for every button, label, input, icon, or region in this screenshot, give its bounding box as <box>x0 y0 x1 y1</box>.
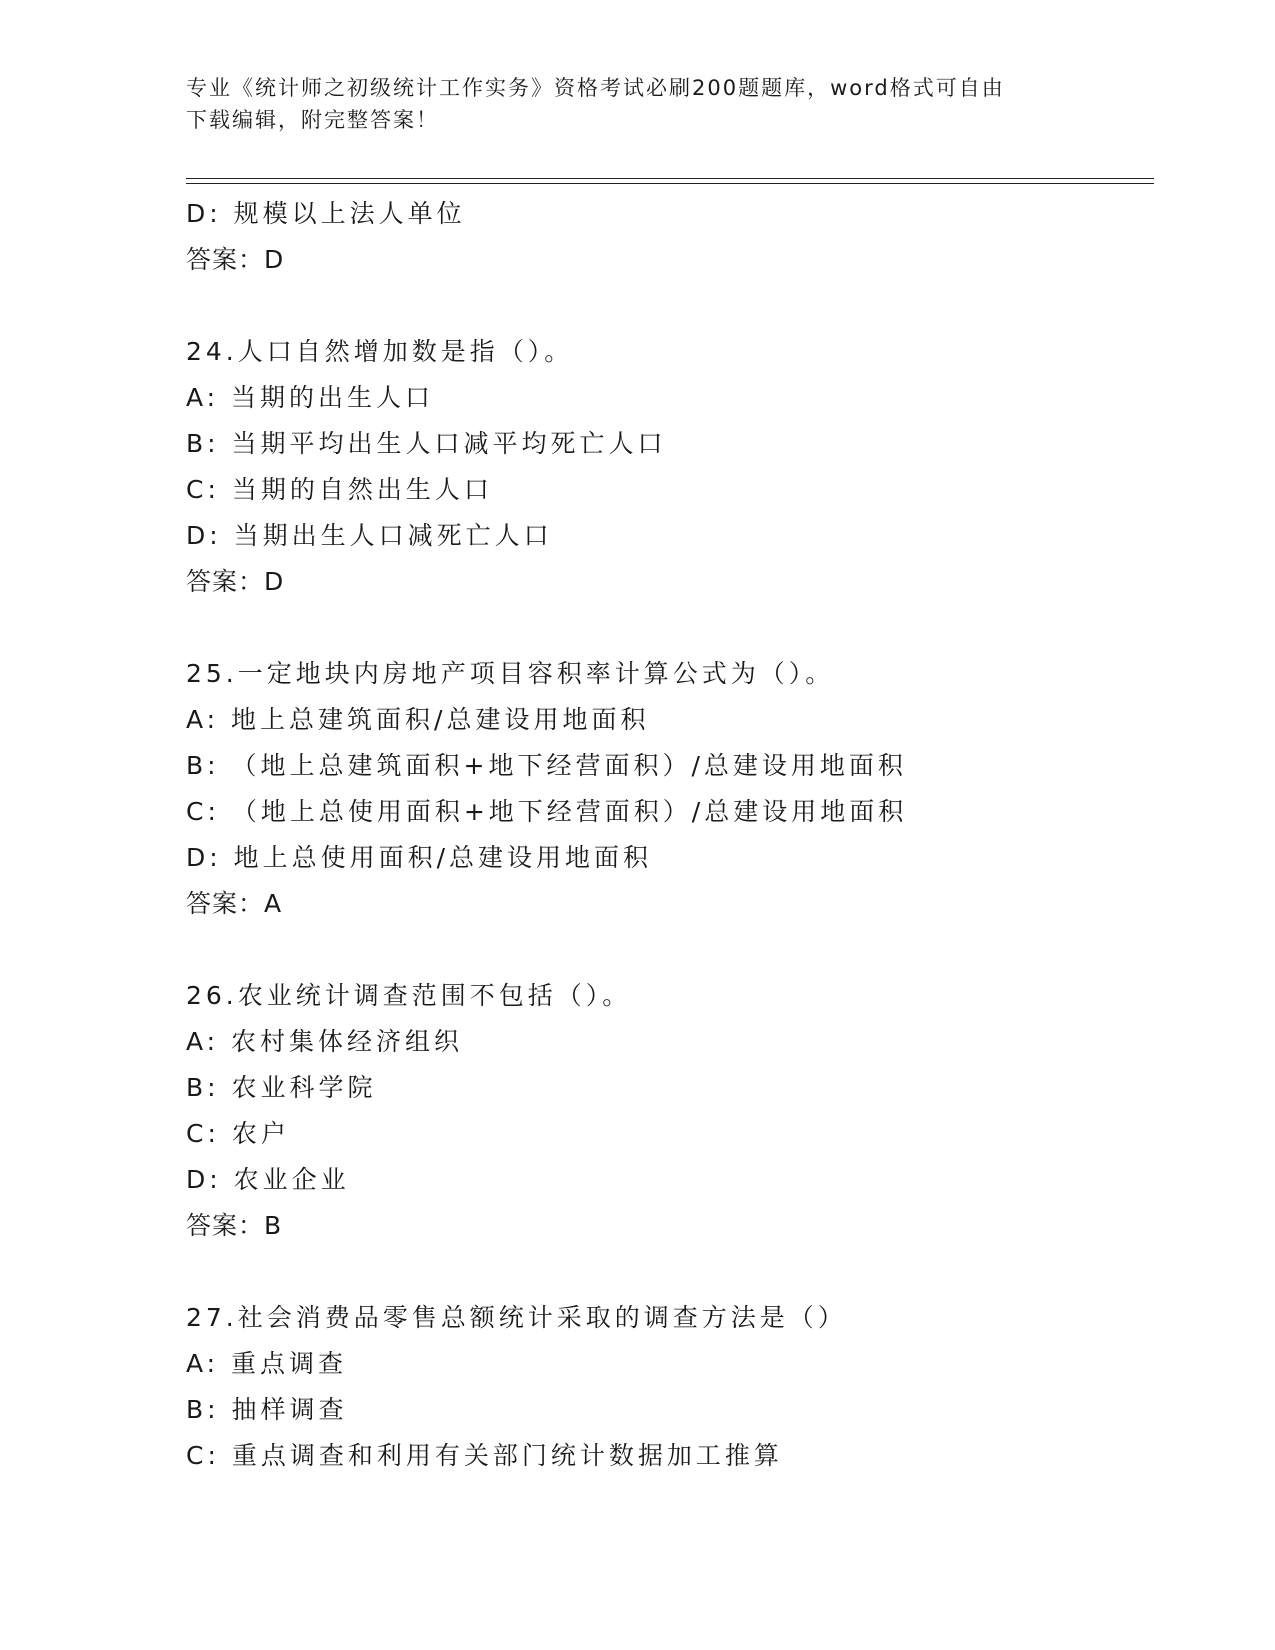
document-header <box>186 72 1086 136</box>
answer: 答案：A <box>186 889 283 918</box>
option-a: A: 农村集体经济组织 <box>186 1027 464 1056</box>
question-24 <box>186 329 1154 605</box>
header-line-2: 下载编辑，附完整答案！ <box>186 108 439 132</box>
option-c: C: 农户 <box>186 1119 290 1148</box>
option-a: A: 重点调查 <box>186 1349 348 1378</box>
question-26 <box>186 973 1154 1249</box>
option-c: C: 重点调查和利用有关部门统计数据加工推算 <box>186 1441 783 1470</box>
option-c: C: 当期的自然出生人口 <box>186 475 493 504</box>
option-b: B: 农业科学院 <box>186 1073 377 1102</box>
option-d: D: 地上总使用面积/总建设用地面积 <box>186 843 653 872</box>
question-stem: 25.一定地块内房地产项目容积率计算公式为（）。 <box>186 659 835 688</box>
header-divider-bottom <box>186 183 1154 184</box>
option-b: B: 当期平均出生人口减平均死亡人口 <box>186 429 667 458</box>
option-c: C: （地上总使用面积+地下经营面积）/总建设用地面积 <box>186 797 908 826</box>
continued-answer: 答案：D <box>186 245 285 274</box>
question-list <box>186 191 1154 1479</box>
spacer <box>186 283 1154 329</box>
question-25 <box>186 651 1154 927</box>
option-d: D: 当期出生人口减死亡人口 <box>186 521 553 550</box>
continued-option-d: D: 规模以上法人单位 <box>186 199 466 228</box>
question-27 <box>186 1295 1154 1479</box>
question-stem: 27.社会消费品零售总额统计采取的调查方法是（） <box>186 1303 847 1332</box>
option-d: D: 农业企业 <box>186 1165 350 1194</box>
spacer <box>186 1249 1154 1295</box>
option-a: A: 地上总建筑面积/总建设用地面积 <box>186 705 650 734</box>
option-b: B: 抽样调查 <box>186 1395 348 1424</box>
answer: 答案：D <box>186 567 285 596</box>
answer: 答案：B <box>186 1211 283 1240</box>
spacer <box>186 927 1154 973</box>
spacer <box>186 605 1154 651</box>
question-stem: 24.人口自然增加数是指（）。 <box>186 337 574 366</box>
question-stem: 26.农业统计调查范围不包括（）。 <box>186 981 632 1010</box>
option-a: A: 当期的出生人口 <box>186 383 435 412</box>
header-divider-top <box>186 178 1154 179</box>
option-b: B: （地上总建筑面积+地下经营面积）/总建设用地面积 <box>186 751 907 780</box>
header-line-1: 专业《统计师之初级统计工作实务》资格考试必刷200题题库，word格式可自由 <box>186 76 1005 100</box>
